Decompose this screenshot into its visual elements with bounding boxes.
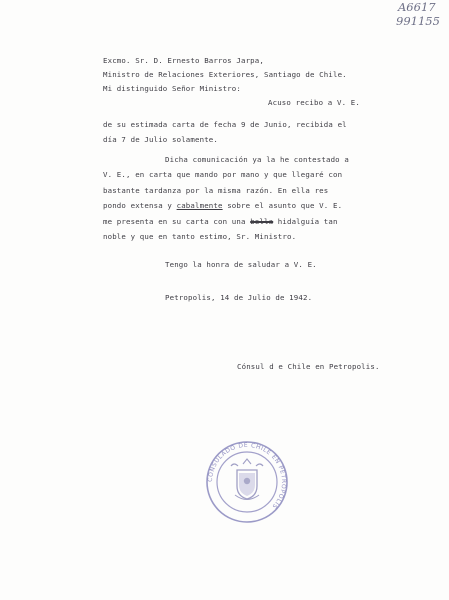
archive-number-bottom: 991155 <box>396 14 440 28</box>
paragraph-1-line-1: Acuso recibo a V. E. <box>268 98 360 107</box>
struck-out-word: bella <box>250 217 274 226</box>
addressee-title: Ministro de Relaciones Exteriores, Santiago de Chile. <box>103 70 347 79</box>
salutation: Mi distinguido Señor Ministro: <box>103 84 241 93</box>
paragraph-2-line-4 <box>103 202 342 209</box>
paragraph-2-line-4-end: sobre el asunto que V. E. <box>222 201 343 210</box>
paragraph-1-line-3: día 7 de Julio solamente. <box>103 135 218 144</box>
paragraph-2-line-5 <box>103 218 338 225</box>
archive-number-top: A6617 <box>398 0 436 14</box>
place-and-date: Petropolis, 14 de Julio de 1942. <box>165 293 313 302</box>
addressee-name: Excmo. Sr. D. Ernesto Barros Jarpa, <box>103 56 264 65</box>
paragraph-2-line-6: noble y que en tanto estimo, Sr. Ministro. <box>103 232 297 241</box>
paragraph-2-line-3: bastante tardanza por la misma razón. En ella res <box>103 186 329 195</box>
underlined-word: cabalmente <box>176 201 223 210</box>
consulate-seal-stamp <box>205 440 289 524</box>
paragraph-2-line-4-start: pondo extensa y <box>103 201 177 210</box>
signature-title: Cónsul d e Chile en Petropolis. <box>237 362 380 371</box>
paragraph-2-line-2: V. E., en carta que mando por mano y que llegaré con <box>103 170 343 179</box>
coat-of-arms-icon <box>231 459 263 500</box>
paragraph-2-line-1: Dicha comunicación ya la he contestado a <box>165 155 349 164</box>
seal-ring-text: CONSULADO DE CHILE EN PETROPOLIS <box>206 441 288 511</box>
paragraph-1-line-2: de su estimada carta de fecha 9 de Junio, recibida el <box>103 120 347 129</box>
closing-line: Tengo la honra de saludar a V. E. <box>165 260 317 269</box>
paragraph-2-line-5-start: me presenta en su carta con una <box>103 217 251 226</box>
paragraph-2-line-5-end: hidalguía tan <box>273 217 338 226</box>
